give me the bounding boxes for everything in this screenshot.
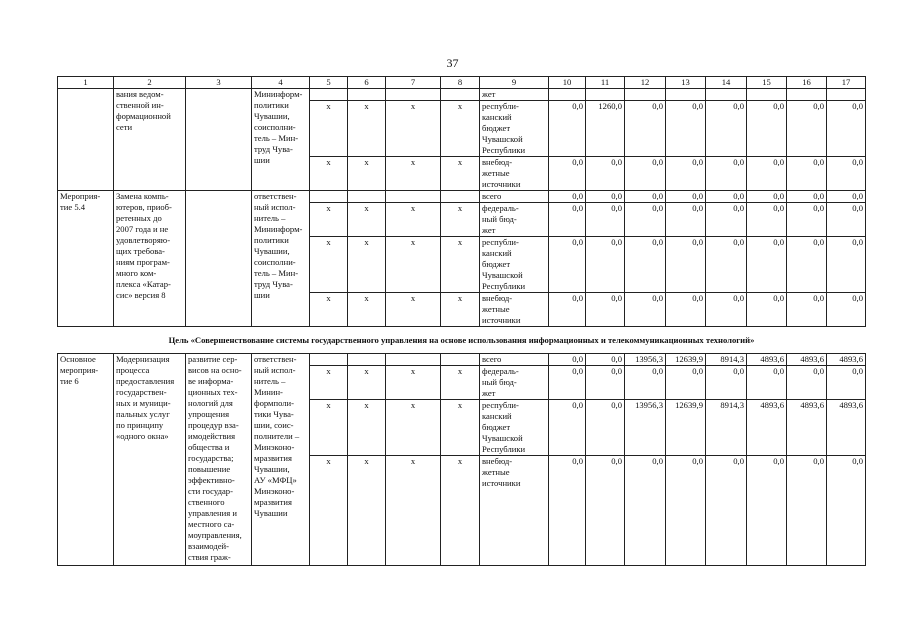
marker-cell: x	[310, 293, 348, 327]
amount-cell: 0,0	[549, 191, 586, 203]
measure-id-cell: Мероприя- тие 5.4	[58, 191, 114, 327]
marker-cell: x	[348, 400, 386, 456]
amount-cell: 0,0	[706, 203, 747, 237]
amount-cell: 0,0	[586, 456, 625, 566]
amount-cell: 0,0	[787, 191, 827, 203]
amount-cell: 0,0	[549, 157, 586, 191]
amount-cell: 0,0	[666, 237, 706, 293]
amount-cell: 12639,9	[666, 354, 706, 366]
table-row	[58, 354, 866, 366]
marker-cell: x	[310, 157, 348, 191]
tasks-cell: развитие сер- висов на осно- ве информа- ционных тех- нологий для упрощения процедур вза- имодействия общества и государства; повышение эффективно- сти государ- ственного управления и местного са- моуправления, взаимодей- ствия граж-	[186, 354, 252, 566]
marker-cell	[310, 89, 348, 101]
amount-cell: 0,0	[549, 354, 586, 366]
amount-cell: 0,0	[787, 456, 827, 566]
marker-cell	[310, 191, 348, 203]
amount-cell: 0,0	[747, 293, 787, 327]
amount-cell: 0,0	[787, 237, 827, 293]
amount-cell: 0,0	[549, 101, 586, 157]
amount-cell: 0,0	[586, 354, 625, 366]
amount-cell: 0,0	[747, 366, 787, 400]
funding-source-cell: жет	[480, 89, 549, 101]
column-number-cell: 16	[787, 77, 827, 89]
executor-cell: Мининформ- политики Чувашии, соисполни- тель – Мин- труд Чува- шии	[252, 89, 310, 191]
funding-source-cell: всего	[480, 354, 549, 366]
amount-cell: 13956,3	[625, 354, 666, 366]
column-number-row	[58, 77, 866, 89]
marker-cell: x	[348, 366, 386, 400]
amount-cell: 0,0	[787, 203, 827, 237]
amount-cell: 0,0	[625, 191, 666, 203]
marker-cell: x	[310, 101, 348, 157]
column-number-cell: 2	[114, 77, 186, 89]
marker-cell: x	[310, 456, 348, 566]
marker-cell	[310, 354, 348, 366]
amount-cell: 0,0	[706, 456, 747, 566]
funding-source-cell: внебюд- жетные источники	[480, 157, 549, 191]
amount-cell: 0,0	[666, 293, 706, 327]
column-number-cell: 12	[625, 77, 666, 89]
amount-cell: 0,0	[827, 191, 866, 203]
amount-cell: 0,0	[747, 101, 787, 157]
amount-cell: 0,0	[827, 456, 866, 566]
amount-cell: 12639,9	[666, 400, 706, 456]
amount-cell: 0,0	[706, 366, 747, 400]
amount-cell: 0,0	[549, 293, 586, 327]
marker-cell: x	[386, 400, 441, 456]
amount-cell: 8914,3	[706, 354, 747, 366]
column-number-cell: 14	[706, 77, 747, 89]
page-number: 37	[446, 56, 459, 70]
marker-cell: x	[441, 400, 480, 456]
marker-cell: x	[386, 157, 441, 191]
amount-cell: 4893,6	[827, 354, 866, 366]
executor-cell: ответствен- ный испол- нитель – Мининформ- политики Чувашии, соисполни- тель – Мин- труд Чува- шии	[252, 191, 310, 327]
tasks-cell	[186, 89, 252, 191]
amount-cell: 4893,6	[787, 400, 827, 456]
column-number-cell: 5	[310, 77, 348, 89]
amount-cell: 4893,6	[827, 400, 866, 456]
marker-cell	[441, 191, 480, 203]
amount-cell: 0,0	[706, 293, 747, 327]
amount-cell: 0,0	[706, 101, 747, 157]
funding-source-cell: внебюд- жетные источники	[480, 456, 549, 566]
marker-cell: x	[441, 237, 480, 293]
amount-cell: 0,0	[706, 157, 747, 191]
marker-cell: x	[441, 293, 480, 327]
column-number-cell: 13	[666, 77, 706, 89]
goal-heading: Цель «Совершенствование системы государственного управления на основе использования информационных и телекоммуникационных технологий»	[58, 327, 866, 354]
marker-cell: x	[310, 237, 348, 293]
amount-cell	[586, 89, 625, 101]
column-number-cell: 1	[58, 77, 114, 89]
amount-cell: 0,0	[666, 366, 706, 400]
amount-cell: 0,0	[586, 293, 625, 327]
measure-id-cell	[58, 89, 114, 191]
amount-cell: 4893,6	[747, 354, 787, 366]
marker-cell	[386, 89, 441, 101]
amount-cell: 13956,3	[625, 400, 666, 456]
table-row	[58, 89, 866, 101]
measure-name-cell: Замена компь- ютеров, приоб- ретенных до 2007 года и не удовлетворяю- щих требова- ниям програм- много ком- плекса «Катар- сис» версия 8	[114, 191, 186, 327]
marker-cell: x	[348, 203, 386, 237]
amount-cell: 0,0	[549, 366, 586, 400]
marker-cell	[441, 354, 480, 366]
amount-cell: 0,0	[666, 101, 706, 157]
amount-cell: 0,0	[827, 293, 866, 327]
amount-cell	[747, 89, 787, 101]
amount-cell	[625, 89, 666, 101]
amount-cell: 0,0	[827, 157, 866, 191]
marker-cell: x	[386, 366, 441, 400]
marker-cell: x	[386, 293, 441, 327]
amount-cell: 0,0	[747, 191, 787, 203]
amount-cell: 0,0	[787, 366, 827, 400]
amount-cell: 0,0	[666, 456, 706, 566]
amount-cell: 0,0	[586, 157, 625, 191]
amount-cell: 0,0	[549, 237, 586, 293]
marker-cell: x	[348, 293, 386, 327]
amount-cell: 0,0	[827, 101, 866, 157]
column-number-cell: 8	[441, 77, 480, 89]
marker-cell: x	[310, 366, 348, 400]
amount-cell: 1260,0	[586, 101, 625, 157]
marker-cell	[386, 191, 441, 203]
funding-source-cell: республи- канский бюджет Чувашской Республики	[480, 400, 549, 456]
amount-cell: 4893,6	[787, 354, 827, 366]
amount-cell: 0,0	[747, 157, 787, 191]
amount-cell: 0,0	[549, 456, 586, 566]
marker-cell: x	[441, 101, 480, 157]
marker-cell: x	[441, 157, 480, 191]
amount-cell	[827, 89, 866, 101]
amount-cell: 0,0	[586, 203, 625, 237]
marker-cell	[386, 354, 441, 366]
marker-cell: x	[386, 203, 441, 237]
amount-cell: 0,0	[625, 101, 666, 157]
amount-cell: 0,0	[549, 203, 586, 237]
marker-cell	[348, 191, 386, 203]
amount-cell: 8914,3	[706, 400, 747, 456]
amount-cell: 0,0	[625, 237, 666, 293]
marker-cell: x	[348, 157, 386, 191]
funding-source-cell: федераль- ный бюд- жет	[480, 203, 549, 237]
goal-row	[58, 327, 866, 354]
amount-cell: 0,0	[625, 366, 666, 400]
amount-cell: 0,0	[625, 456, 666, 566]
funding-source-cell: всего	[480, 191, 549, 203]
funding-source-cell: внебюд- жетные источники	[480, 293, 549, 327]
column-number-cell: 3	[186, 77, 252, 89]
amount-cell: 0,0	[549, 400, 586, 456]
amount-cell: 4893,6	[747, 400, 787, 456]
amount-cell: 0,0	[787, 101, 827, 157]
column-number-cell: 9	[480, 77, 549, 89]
amount-cell: 0,0	[706, 237, 747, 293]
amount-cell: 0,0	[586, 366, 625, 400]
table-row	[58, 191, 866, 203]
funding-source-cell: республи- канский бюджет Чувашской Республики	[480, 101, 549, 157]
marker-cell: x	[441, 366, 480, 400]
marker-cell: x	[348, 456, 386, 566]
amount-cell	[787, 89, 827, 101]
amount-cell: 0,0	[666, 203, 706, 237]
marker-cell: x	[441, 203, 480, 237]
marker-cell: x	[386, 101, 441, 157]
amount-cell: 0,0	[625, 157, 666, 191]
amount-cell: 0,0	[666, 191, 706, 203]
amount-cell: 0,0	[586, 237, 625, 293]
amount-cell: 0,0	[747, 456, 787, 566]
marker-cell: x	[310, 203, 348, 237]
column-number-cell: 6	[348, 77, 386, 89]
measure-name-cell: Модернизация процесса предоставления государствен- ных и муници- пальных услуг по принципу «одного окна»	[114, 354, 186, 566]
funding-source-cell: федераль- ный бюд- жет	[480, 366, 549, 400]
amount-cell: 0,0	[827, 237, 866, 293]
executor-cell: ответствен- ный испол- нитель – Минин- формполи- тики Чува- шии, соис- полнители – Минэконо- мразвития Чувашии, АУ «МФЦ» Минэконо- мразвития Чувашии	[252, 354, 310, 566]
marker-cell: x	[386, 237, 441, 293]
amount-cell	[706, 89, 747, 101]
column-number-cell: 11	[586, 77, 625, 89]
amount-cell	[666, 89, 706, 101]
amount-cell: 0,0	[747, 203, 787, 237]
amount-cell: 0,0	[747, 237, 787, 293]
marker-cell: x	[348, 101, 386, 157]
measure-name-cell: вания ведом- ственной ин- формационной сети	[114, 89, 186, 191]
amount-cell: 0,0	[625, 293, 666, 327]
marker-cell: x	[386, 456, 441, 566]
amount-cell: 0,0	[666, 157, 706, 191]
column-number-cell: 7	[386, 77, 441, 89]
amount-cell	[549, 89, 586, 101]
funding-source-cell: республи- канский бюджет Чувашской Республики	[480, 237, 549, 293]
marker-cell	[441, 89, 480, 101]
amount-cell: 0,0	[827, 203, 866, 237]
amount-cell: 0,0	[586, 191, 625, 203]
amount-cell: 0,0	[827, 366, 866, 400]
marker-cell: x	[441, 456, 480, 566]
marker-cell: x	[310, 400, 348, 456]
marker-cell: x	[348, 237, 386, 293]
amount-cell: 0,0	[706, 191, 747, 203]
tasks-cell	[186, 191, 252, 327]
column-number-cell: 17	[827, 77, 866, 89]
amount-cell: 0,0	[787, 293, 827, 327]
measure-id-cell: Основное мероприя- тие 6	[58, 354, 114, 566]
amount-cell: 0,0	[787, 157, 827, 191]
amount-cell: 0,0	[586, 400, 625, 456]
program-table	[57, 76, 866, 566]
column-number-cell: 15	[747, 77, 787, 89]
column-number-cell: 4	[252, 77, 310, 89]
marker-cell	[348, 89, 386, 101]
marker-cell	[348, 354, 386, 366]
column-number-cell: 10	[549, 77, 586, 89]
amount-cell: 0,0	[625, 203, 666, 237]
